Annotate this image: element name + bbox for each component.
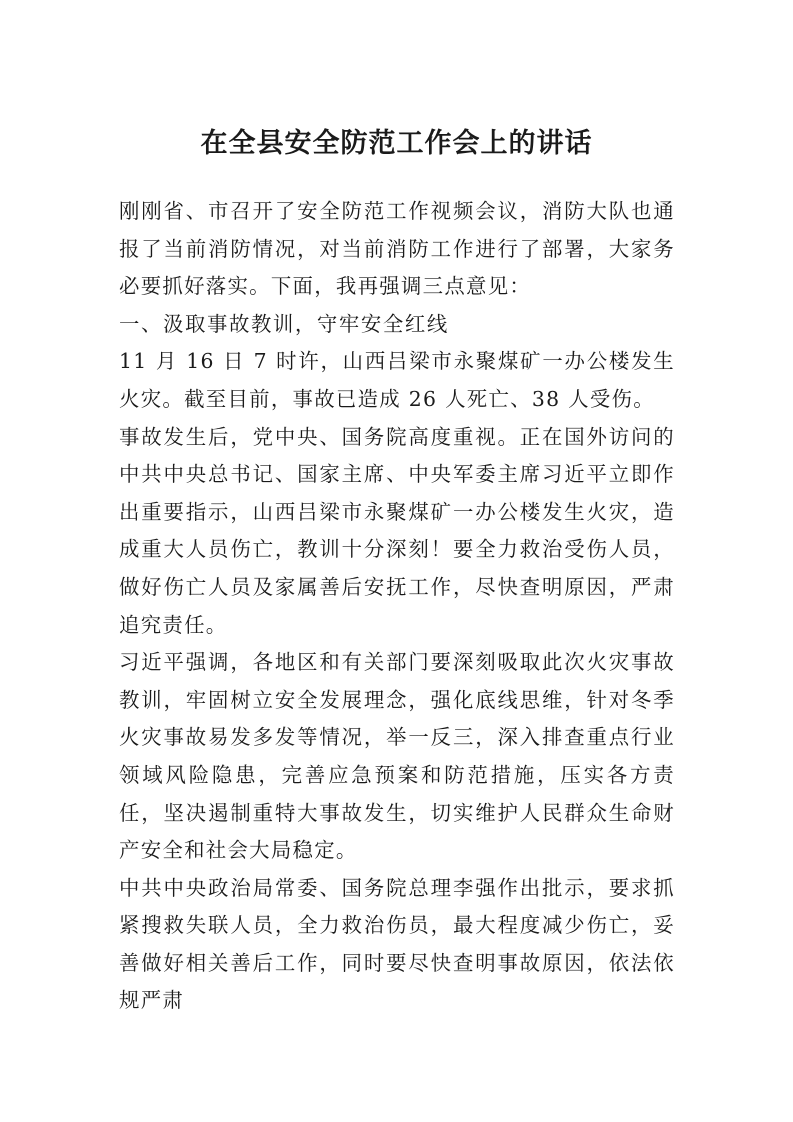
- paragraph-central-response: 事故发生后，党中央、国务院高度重视。正在国外访问的中共中央总书记、国家主席、中央军委主席习近平立即作出重要指示，山西吕梁市永聚煤矿一办公楼发生火灾，造成重大人员伤亡，教训十分深刻！要全力救治受伤人员，做好伤亡人员及家属善后安抚工作，尽快查明原因，严肃追究责任。: [119, 424, 675, 637]
- paragraph-xi-emphasis: 习近平强调，各地区和有关部门要深刻吸取此次火灾事故教训，牢固树立安全发展理念，强化底线思维，针对冬季火灾事故易发多发等情况，举一反三，深入排查重点行业领域风险隐患，完善应急预案和防范措施，压实各方责任，坚决遏制重特大事故发生，切实维护人民群众生命财产安全和社会大局稳定。: [119, 650, 675, 863]
- section-heading-1: 一、汲取事故教训，守牢安全红线: [119, 311, 449, 336]
- paragraph-incident: 11 月 16 日 7 时许，山西吕梁市永聚煤矿一办公楼发生火灾。截至目前，事故已造成 26 人死亡、38 人受伤。: [119, 349, 675, 411]
- document-body: [119, 193, 675, 1020]
- document-title: 在全县安全防范工作会上的讲话: [200, 128, 593, 159]
- paragraph-premier-instruction: 中共中央政治局常委、国务院总理李强作出批示，要求抓紧搜救失联人员，全力救治伤员，最大程度减少伤亡，妥善做好相关善后工作，同时要尽快查明事故原因，依法依规严肃: [119, 875, 675, 1013]
- paragraph-intro: 刚刚省、市召开了安全防范工作视频会议，消防大队也通报了当前消防情况，对当前消防工作进行了部署，大家务必要抓好落实。下面，我再强调三点意见：: [119, 199, 675, 299]
